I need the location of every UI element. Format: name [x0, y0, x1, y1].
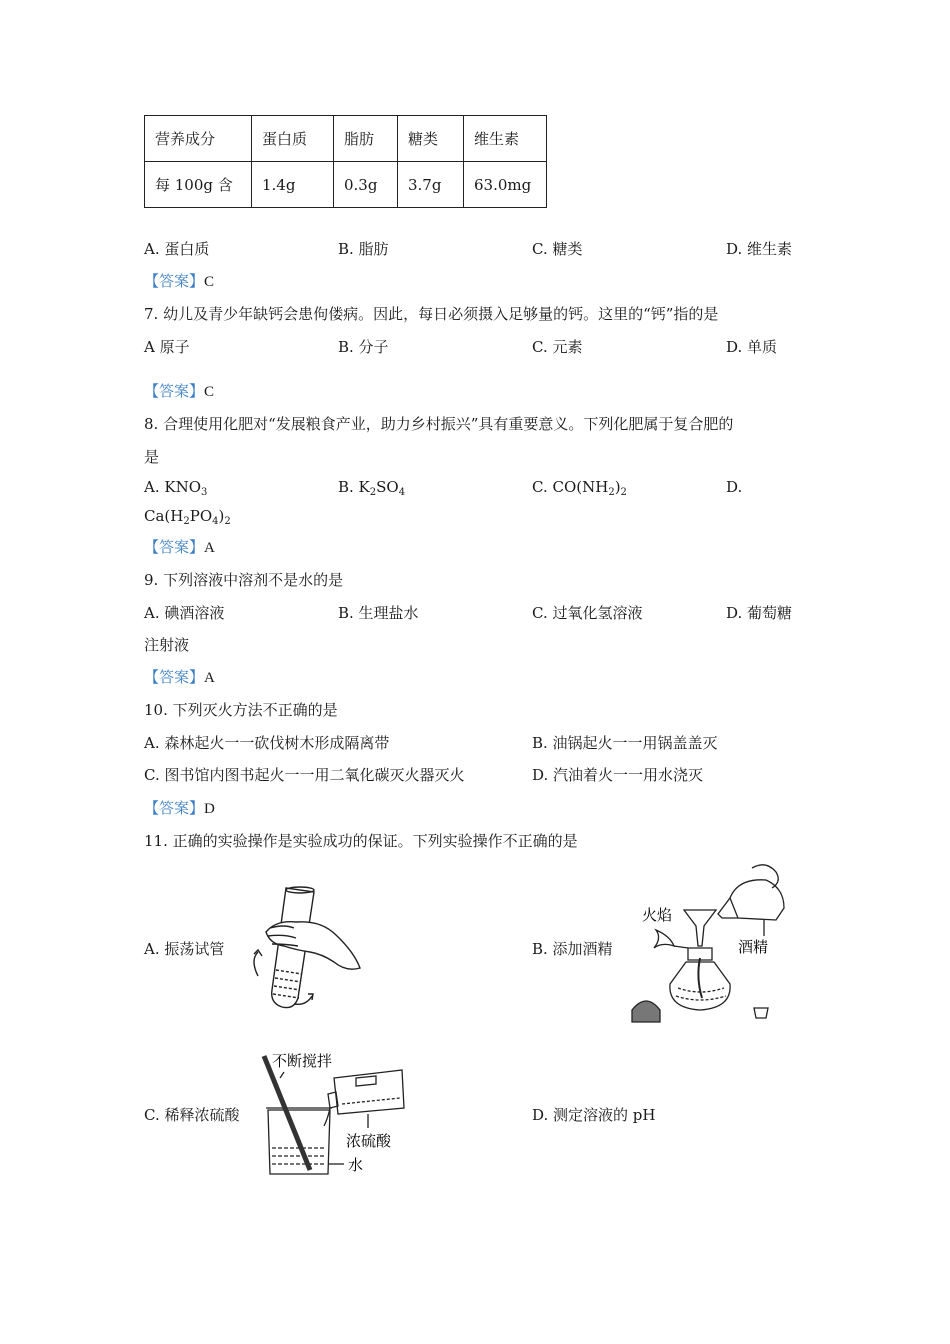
q8-option-c — [532, 478, 627, 498]
q8-answer — [144, 536, 215, 557]
alcohol-bottle-icon — [730, 880, 784, 920]
formula-sub: 3 — [201, 487, 208, 498]
q9-answer — [144, 666, 215, 687]
q11-option-c: C. 稀释浓硫酸 — [144, 1106, 240, 1124]
figure-dilute-sulfuric-acid — [258, 1048, 408, 1180]
answer-label: 【答案】 — [144, 382, 205, 400]
q10-option-d: D. 汽油着火一一用水浇灭 — [532, 766, 704, 784]
label-water: 水 — [348, 1156, 364, 1174]
q9-option-d: D. 葡萄糖 — [726, 604, 793, 622]
q6-option-d: D. 维生素 — [726, 240, 793, 258]
q9-option-b: B. 生理盐水 — [338, 604, 419, 622]
answer-label: 【答案】 — [144, 668, 205, 686]
answer-letter: A — [204, 670, 215, 686]
q9-option-a: A. 碘酒溶液 — [144, 604, 225, 622]
formula-sub: 2 — [369, 487, 377, 498]
answer-label: 【答案】 — [144, 538, 205, 556]
table-header-cell: 营养成分 — [145, 116, 252, 162]
q8-option-a — [144, 478, 207, 498]
q8-option-b — [338, 478, 405, 498]
label-alcohol: 酒精 — [738, 938, 769, 956]
answer-label: 【答案】 — [144, 272, 205, 290]
q11-stem: 11. 正确的实验操作是实验成功的保证。下列实验操作不正确的是 — [144, 832, 578, 850]
label-flame: 火焰 — [642, 906, 673, 924]
table-cell: 每 100g 含 — [145, 162, 252, 208]
q7-option-b: B. 分子 — [338, 338, 389, 356]
table-header-row — [145, 116, 547, 162]
table-row — [145, 162, 547, 208]
q10-option-a: A. 森林起火一一砍伐树木形成隔离带 — [144, 734, 390, 752]
q11-option-d: D. 测定溶液的 pH — [532, 1106, 656, 1124]
q6-option-b: B. 脂肪 — [338, 240, 389, 258]
q9-option-c: C. 过氧化氢溶液 — [532, 604, 643, 622]
formula-sub: 2 — [224, 516, 231, 527]
q9-stem: 9. 下列溶液中溶剂不是水的是 — [144, 571, 344, 589]
flame-icon — [654, 930, 674, 948]
label-conc-acid: 浓硫酸 — [346, 1132, 392, 1150]
q7-option-a: A 原子 — [144, 338, 190, 356]
q7-stem: 7. 幼儿及青少年缺钙会患佝偻病。因此，每日必须摄入足够量的钙。这里的“钙”指的是 — [144, 305, 719, 323]
nutrition-table — [144, 115, 547, 208]
figure-add-alcohol — [626, 858, 794, 1028]
formula-sub: 2 — [608, 487, 615, 498]
q8-option-d-formula — [144, 507, 231, 527]
formula-sub: 2 — [620, 487, 627, 498]
table-cell: 63.0mg — [464, 162, 547, 208]
formula-part: SO — [376, 478, 399, 496]
formula-part: ) — [218, 507, 225, 525]
formula-sub: 4 — [212, 516, 219, 527]
figure-shake-test-tube — [236, 880, 366, 1015]
q6-option-c: C. 糖类 — [532, 240, 583, 258]
q8-stem-line2: 是 — [144, 448, 160, 466]
formula-part: Ca(H — [144, 507, 184, 525]
formula-part: B. K — [338, 478, 370, 496]
q11-option-b: B. 添加酒精 — [532, 940, 613, 958]
q10-answer — [144, 797, 215, 818]
table-header-cell: 糖类 — [398, 116, 464, 162]
q8-stem-line1: 8. 合理使用化肥对“发展粮食产业，助力乡村振兴”具有重要意义。下列化肥属于复合肥的 — [144, 415, 734, 433]
q11-option-a: A. 振荡试管 — [144, 940, 225, 958]
q7-option-d: D. 单质 — [726, 338, 778, 356]
table-header-cell: 脂肪 — [334, 116, 398, 162]
formula-part: C. CO(NH — [532, 478, 609, 496]
formula-part: A. KNO — [144, 478, 201, 496]
glass-rod-icon — [264, 1056, 310, 1170]
table-header-cell: 维生素 — [464, 116, 547, 162]
table-cell: 1.4g — [252, 162, 334, 208]
answer-letter: C — [204, 274, 215, 290]
q6-option-a: A. 蛋白质 — [144, 240, 210, 258]
q7-option-c: C. 元素 — [532, 338, 583, 356]
answer-label: 【答案】 — [144, 799, 205, 817]
q9-option-d-cont: 注射液 — [144, 636, 190, 654]
formula-sub: 2 — [183, 516, 190, 527]
table-cell: 3.7g — [398, 162, 464, 208]
answer-letter: A — [204, 540, 215, 556]
table-cell: 0.3g — [334, 162, 398, 208]
q8-option-d: D. — [726, 478, 743, 496]
formula-part: ) — [614, 478, 621, 496]
answer-letter: D — [204, 801, 215, 817]
q10-stem: 10. 下列灭火方法不正确的是 — [144, 701, 338, 719]
table-header-cell: 蛋白质 — [252, 116, 334, 162]
formula-sub: 4 — [398, 487, 406, 498]
answer-letter: C — [204, 384, 215, 400]
q10-option-c: C. 图书馆内图书起火一一用二氧化碳灭火器灭火 — [144, 766, 465, 784]
formula-part: PO — [189, 507, 213, 525]
q6-answer — [144, 270, 214, 291]
q7-answer — [144, 380, 214, 401]
label-stir: 不断搅拌 — [272, 1052, 333, 1070]
funnel-icon — [684, 910, 716, 946]
q10-option-b: B. 油锅起火一一用锅盖盖灭 — [532, 734, 718, 752]
